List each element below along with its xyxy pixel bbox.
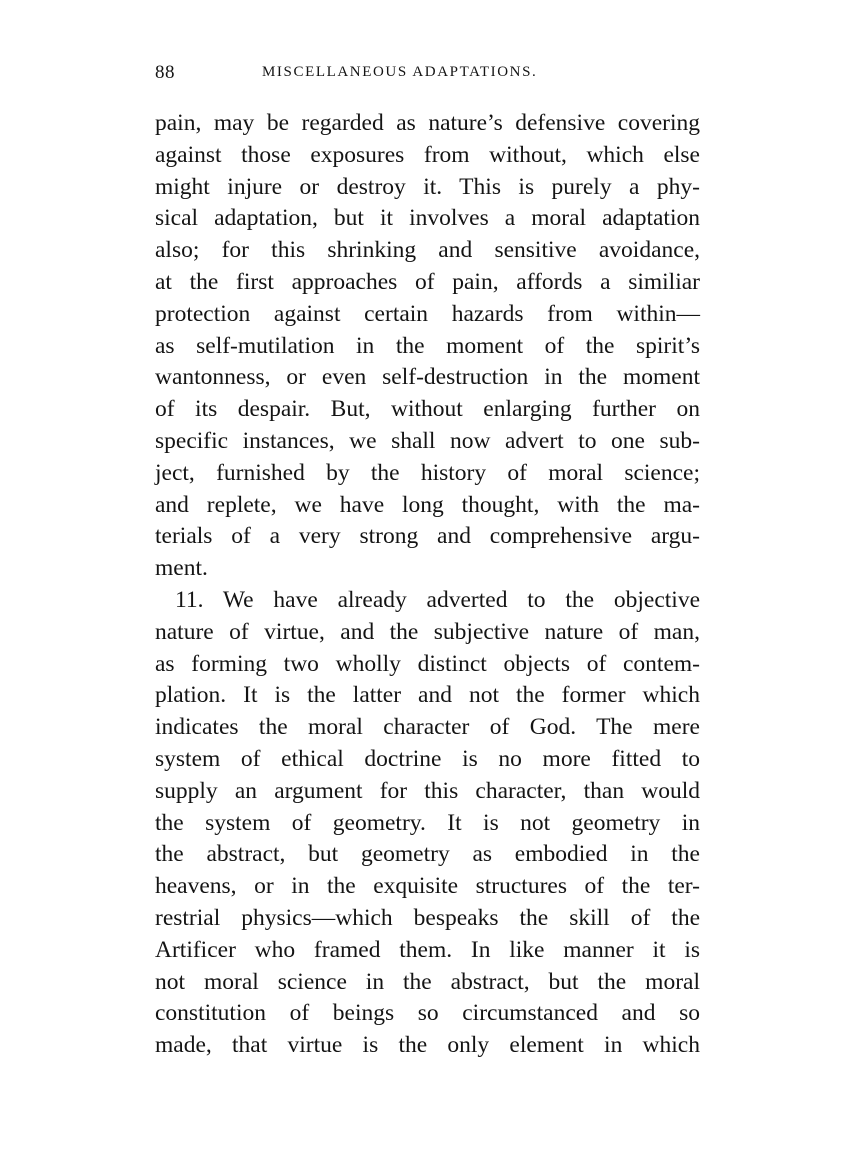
text-line: made, that virtue is the only element in which bbox=[155, 1032, 700, 1059]
text-line: protection against certain hazards from within— bbox=[155, 300, 700, 327]
text-line: the abstract, but geometry as embodied in the bbox=[155, 841, 700, 868]
text-line: system of ethical doctrine is no more fitted to bbox=[155, 745, 700, 772]
text-line: terials of a very strong and comprehensive argu- bbox=[155, 523, 700, 550]
text-line: might injure or destroy it. This is purely a phy- bbox=[155, 173, 700, 200]
text-line: wantonness, or even self-destruction in the moment bbox=[155, 364, 700, 391]
text-line: supply an argument for this character, than would bbox=[155, 777, 700, 804]
page-number: 88 bbox=[155, 62, 175, 83]
text-line: indicates the moral character of God. The mere bbox=[155, 714, 700, 741]
text-line: as self-mutilation in the moment of the spirit’s bbox=[155, 332, 700, 359]
body-text bbox=[155, 108, 700, 1062]
text-line: heavens, or in the exquisite structures of the ter- bbox=[155, 873, 700, 900]
text-line: the system of geometry. It is not geometry in bbox=[155, 809, 700, 836]
running-head: MISCELLANEOUS ADAPTATIONS. bbox=[262, 64, 538, 80]
text-line: restrial physics—which bespeaks the skill of the bbox=[155, 904, 700, 931]
text-line: ment. bbox=[155, 555, 208, 582]
section-start-line: 11. We have already adverted to the objective bbox=[175, 586, 700, 613]
text-line: of its despair. But, without enlarging further on bbox=[155, 396, 700, 423]
text-line: ject, furnished by the history of moral science; bbox=[155, 459, 700, 486]
text-line: plation. It is the latter and not the former which bbox=[155, 682, 700, 709]
text-line: constitution of beings so circumstanced and so bbox=[155, 1000, 700, 1027]
text-line: specific instances, we shall now advert to one sub- bbox=[155, 427, 700, 454]
text-line: at the first approaches of pain, affords a similiar bbox=[155, 268, 700, 295]
text-line: against those exposures from without, which else bbox=[155, 141, 700, 168]
text-line: nature of virtue, and the subjective nature of man, bbox=[155, 618, 700, 645]
text-line: pain, may be regarded as nature’s defensive covering bbox=[155, 110, 700, 136]
text-line: sical adaptation, but it involves a moral adaptation bbox=[155, 205, 700, 232]
text-line: Artificer who framed them. In like manner it is bbox=[155, 936, 700, 963]
text-line: also; for this shrinking and sensitive avoidance, bbox=[155, 237, 700, 264]
text-line: and replete, we have long thought, with the ma- bbox=[155, 491, 700, 518]
text-line: not moral science in the abstract, but the moral bbox=[155, 968, 700, 995]
text-line: as forming two wholly distinct objects of contem- bbox=[155, 650, 700, 677]
